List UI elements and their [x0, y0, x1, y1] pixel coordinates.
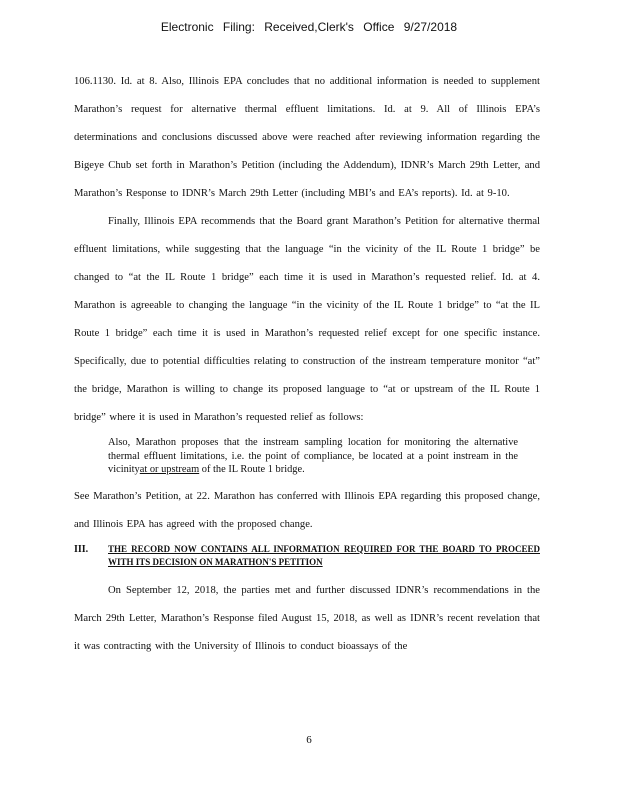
quote-underlined-text: at or upstream — [139, 464, 200, 475]
page-number: 6 — [306, 734, 312, 746]
section-title: THE RECORD NOW CONTAINS ALL INFORMATION REQUIRED FOR THE BOARD TO PROCEED WITH ITS DECISION ON MARATHON'S PETITION — [108, 543, 540, 567]
document-body — [74, 68, 540, 661]
paragraph-4: On September 12, 2018, the parties met and further discussed IDNR’s recommendations in the March 29th Letter, Marathon’s Response filed August 15, 2018, as well as IDNR’s recent revelation that it was contracting with the University of Illinois to conduct bioassays of the — [74, 584, 540, 652]
filing-header: Electronic Filing: Received,Clerk's Office 9/27/2018 — [160, 20, 458, 34]
block-quote — [108, 436, 518, 477]
paragraph-1: 106.1130. Id. at 8. Also, Illinois EPA concludes that no additional information is needed to supplement Marathon’s request for alternative thermal effluent limitations. Id. at 9. All of Illinois EPA’s determinations and conclusions discussed above were reached after reviewing information regarding the Bigeye Chub set forth in Marathon’s Petition (including the Addendum), IDNR’s March 29th Letter, and Marathon’s Response to IDNR’s March 29th Letter (including MBI’s and EA’s reports). Id. at 9-10. — [74, 76, 540, 199]
paragraph-3: See Marathon’s Petition, at 22. Marathon has conferred with Illinois EPA regarding this proposed change, and Illinois EPA has agreed with the proposed change. — [74, 490, 540, 530]
quote-text-before: Also, Marathon proposes that the instream sampling location for monitoring the alternative thermal effluent limitations, i.e. the point of compliance, be located at a point instream in the vicinity — [108, 437, 518, 475]
section-heading — [74, 543, 540, 569]
quote-text-after: of the IL Route 1 bridge. — [199, 464, 305, 475]
paragraph-2: Finally, Illinois EPA recommends that the Board grant Marathon’s Petition for alternative thermal effluent limitations, while suggesting that the language “in the vicinity of the IL Route 1 bridge” be changed to “at the IL Route 1 bridge” each time it is used in Marathon’s requested relief. Id. at 4. Marathon is agreeable to changing the language “in the vicinity of the IL Route 1 bridge” to “at the IL Route 1 bridge” each time it is used in Marathon’s requested relief except for one specific instance. Specifically, due to potential difficulties relating to construction of the instream temperature monitor “at” the bridge, Marathon is willing to change its proposed language to “at or upstream of the IL Route 1 bridge” where it is used in Marathon’s requested relief as follows: — [74, 216, 540, 423]
section-number: III. — [74, 543, 89, 555]
